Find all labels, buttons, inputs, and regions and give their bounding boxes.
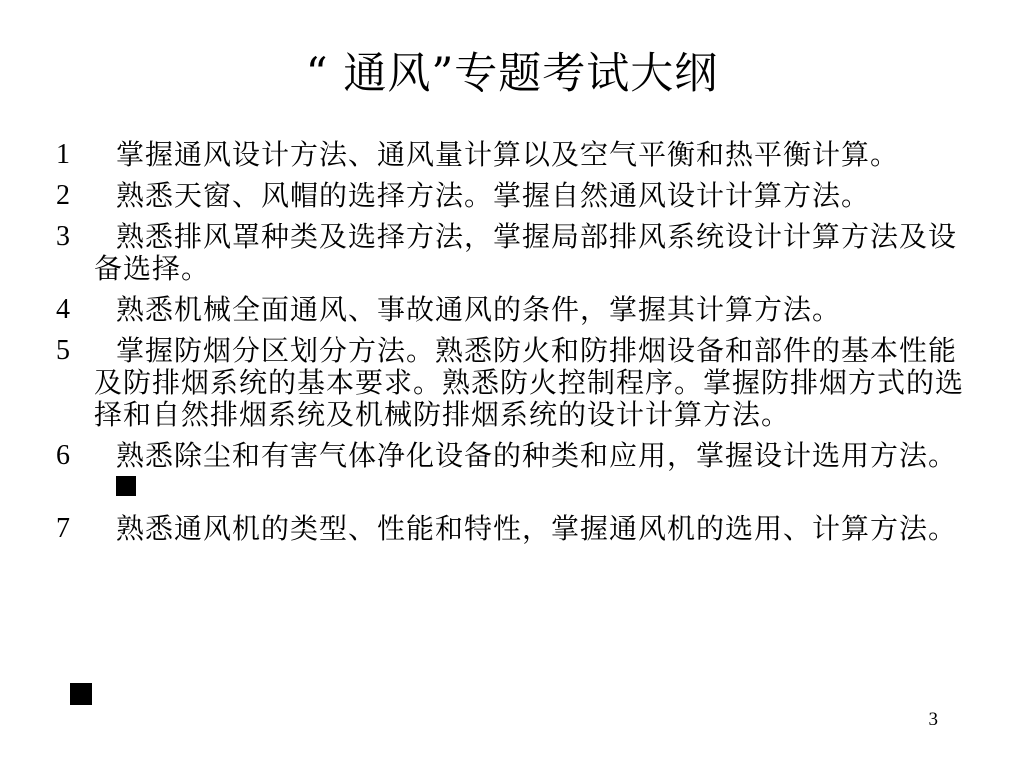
item-number: 5: [56, 335, 71, 366]
item-text: 熟悉机械全面通风、事故通风的条件，掌握其计算方法。: [116, 293, 842, 326]
item-text: 熟悉通风机的类型、性能和特性，掌握通风机的选用、计算方法。: [116, 512, 958, 545]
page-number: 3: [928, 709, 938, 730]
item-number: 1: [56, 139, 71, 170]
list-item: [56, 180, 976, 212]
item-text: 熟悉排风罩种类及选择方法，掌握局部排风系统设计计算方法及设备选择。: [94, 220, 958, 285]
item-text: 熟悉除尘和有害气体净化设备的种类和应用，掌握设计选用方法。: [116, 439, 958, 472]
black-square-icon: [116, 476, 136, 496]
list-item: [56, 294, 976, 326]
item-number: 3: [56, 221, 71, 252]
syllabus-list: [56, 139, 976, 554]
item-text-with-mark: [94, 440, 976, 504]
item-text: 熟悉天窗、风帽的选择方法。掌握自然通风设计计算方法。: [116, 179, 871, 212]
list-item: [56, 335, 976, 431]
slide-title: “ 通风”专题考试大纲: [305, 49, 719, 99]
item-number: 6: [56, 440, 71, 471]
item-text: 掌握防烟分区划分方法。熟悉防火和防排烟设备和部件的基本性能及防排烟系统的基本要求。熟悉防火控制程序。掌握防排烟方式的选择和自然排烟系统及机械防排烟系统的设计计算方法。: [94, 334, 965, 431]
item-text: 掌握通风设计方法、通风量计算以及空气平衡和热平衡计算。: [116, 138, 900, 171]
item-number: 2: [56, 180, 71, 211]
list-item: [56, 139, 976, 171]
list-item: [56, 221, 976, 285]
black-square-icon: [70, 683, 92, 705]
list-item: [56, 513, 976, 545]
item-number: 4: [56, 294, 71, 325]
item-number: 7: [56, 513, 71, 544]
list-item: [56, 440, 976, 504]
